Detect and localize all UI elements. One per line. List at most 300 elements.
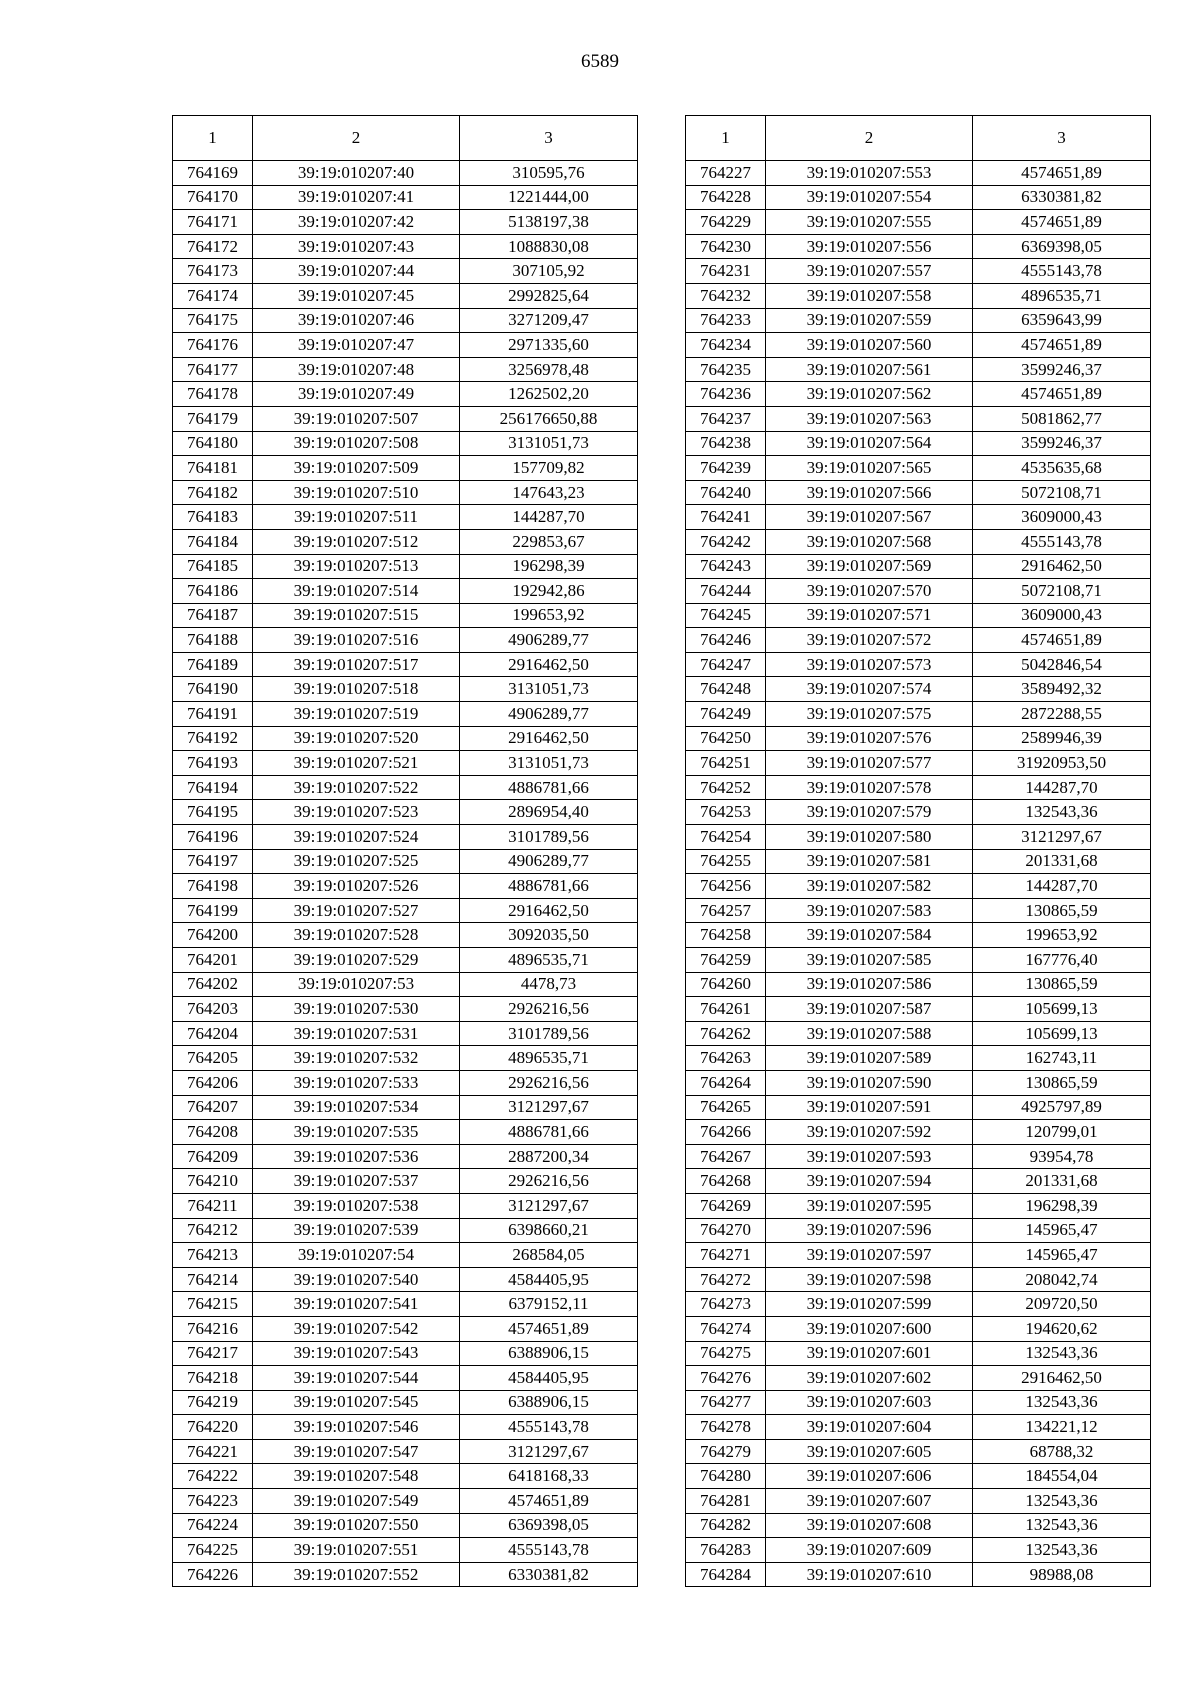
row-number-cell: 764205	[173, 1046, 253, 1071]
value-cell: 132543,36	[973, 1538, 1151, 1563]
value-cell: 4584405,95	[460, 1267, 638, 1292]
cadastral-number-cell: 39:19:010207:599	[766, 1292, 973, 1317]
row-number-cell: 764282	[686, 1513, 766, 1538]
table-row	[173, 1390, 638, 1415]
row-number-cell: 764278	[686, 1415, 766, 1440]
table-row	[173, 406, 638, 431]
table-row	[173, 1341, 638, 1366]
cadastral-number-cell: 39:19:010207:519	[253, 702, 460, 727]
table-row	[173, 775, 638, 800]
value-cell: 4584405,95	[460, 1366, 638, 1391]
table-row	[173, 1243, 638, 1268]
value-cell: 4555143,78	[973, 259, 1151, 284]
value-cell: 310595,76	[460, 161, 638, 186]
value-cell: 3092035,50	[460, 923, 638, 948]
value-cell: 4886781,66	[460, 874, 638, 899]
cadastral-number-cell: 39:19:010207:583	[766, 898, 973, 923]
row-number-cell: 764256	[686, 874, 766, 899]
value-cell: 3589492,32	[973, 677, 1151, 702]
value-cell: 4555143,78	[973, 529, 1151, 554]
table-row	[686, 628, 1151, 653]
cadastral-number-cell: 39:19:010207:604	[766, 1415, 973, 1440]
value-cell: 157709,82	[460, 456, 638, 481]
row-number-cell: 764187	[173, 603, 253, 628]
row-number-cell: 764265	[686, 1095, 766, 1120]
value-cell: 132543,36	[973, 1513, 1151, 1538]
cadastral-number-cell: 39:19:010207:523	[253, 800, 460, 825]
table-row	[173, 1021, 638, 1046]
value-cell: 209720,50	[973, 1292, 1151, 1317]
table-row	[686, 1464, 1151, 1489]
table-row	[686, 1169, 1151, 1194]
value-cell: 4574651,89	[973, 382, 1151, 407]
table-body	[686, 161, 1151, 1587]
row-number-cell: 764216	[173, 1316, 253, 1341]
table-row	[686, 677, 1151, 702]
table-row	[173, 1193, 638, 1218]
row-number-cell: 764250	[686, 726, 766, 751]
value-cell: 2589946,39	[973, 726, 1151, 751]
row-number-cell: 764177	[173, 357, 253, 382]
row-number-cell: 764235	[686, 357, 766, 382]
table-row	[173, 1316, 638, 1341]
value-cell: 6330381,82	[973, 185, 1151, 210]
table-row	[686, 1538, 1151, 1563]
cadastral-number-cell: 39:19:010207:561	[766, 357, 973, 382]
row-number-cell: 764281	[686, 1489, 766, 1514]
row-number-cell: 764192	[173, 726, 253, 751]
table-row	[686, 1070, 1151, 1095]
value-cell: 3121297,67	[460, 1095, 638, 1120]
cadastral-number-cell: 39:19:010207:589	[766, 1046, 973, 1071]
cadastral-number-cell: 39:19:010207:514	[253, 579, 460, 604]
row-number-cell: 764201	[173, 948, 253, 973]
value-cell: 6418168,33	[460, 1464, 638, 1489]
row-number-cell: 764242	[686, 529, 766, 554]
row-number-cell: 764262	[686, 1021, 766, 1046]
value-cell: 4906289,77	[460, 628, 638, 653]
value-cell: 1262502,20	[460, 382, 638, 407]
value-cell: 4896535,71	[460, 1046, 638, 1071]
cadastral-number-cell: 39:19:010207:554	[766, 185, 973, 210]
value-cell: 144287,70	[973, 874, 1151, 899]
table-row	[173, 1267, 638, 1292]
table-body	[173, 161, 638, 1587]
table-row	[173, 161, 638, 186]
cadastral-number-cell: 39:19:010207:579	[766, 800, 973, 825]
row-number-cell: 764182	[173, 480, 253, 505]
row-number-cell: 764240	[686, 480, 766, 505]
value-cell: 2916462,50	[460, 726, 638, 751]
row-number-cell: 764263	[686, 1046, 766, 1071]
cadastral-number-cell: 39:19:010207:597	[766, 1243, 973, 1268]
value-cell: 196298,39	[460, 554, 638, 579]
table-row	[173, 1120, 638, 1145]
cadastral-number-cell: 39:19:010207:48	[253, 357, 460, 382]
value-cell: 6369398,05	[460, 1513, 638, 1538]
row-number-cell: 764199	[173, 898, 253, 923]
value-cell: 4574651,89	[973, 333, 1151, 358]
cadastral-number-cell: 39:19:010207:45	[253, 283, 460, 308]
row-number-cell: 764267	[686, 1144, 766, 1169]
value-cell: 31920953,50	[973, 751, 1151, 776]
cadastral-number-cell: 39:19:010207:605	[766, 1439, 973, 1464]
table-row	[173, 1513, 638, 1538]
cadastral-number-cell: 39:19:010207:603	[766, 1390, 973, 1415]
cadastral-number-cell: 39:19:010207:575	[766, 702, 973, 727]
value-cell: 68788,32	[973, 1439, 1151, 1464]
table-row	[686, 529, 1151, 554]
value-cell: 4574651,89	[973, 628, 1151, 653]
cadastral-number-cell: 39:19:010207:524	[253, 825, 460, 850]
row-number-cell: 764283	[686, 1538, 766, 1563]
row-number-cell: 764268	[686, 1169, 766, 1194]
row-number-cell: 764218	[173, 1366, 253, 1391]
table-row	[173, 726, 638, 751]
cadastral-number-cell: 39:19:010207:557	[766, 259, 973, 284]
value-cell: 145965,47	[973, 1218, 1151, 1243]
table-row	[173, 431, 638, 456]
table-row	[173, 505, 638, 530]
row-number-cell: 764170	[173, 185, 253, 210]
table-row	[686, 1267, 1151, 1292]
value-cell: 162743,11	[973, 1046, 1151, 1071]
cadastral-number-cell: 39:19:010207:549	[253, 1489, 460, 1514]
table-row	[686, 825, 1151, 850]
row-number-cell: 764221	[173, 1439, 253, 1464]
value-cell: 192942,86	[460, 579, 638, 604]
cadastral-number-cell: 39:19:010207:598	[766, 1267, 973, 1292]
row-number-cell: 764215	[173, 1292, 253, 1317]
table-row	[686, 185, 1151, 210]
cadastral-number-cell: 39:19:010207:600	[766, 1316, 973, 1341]
cadastral-number-cell: 39:19:010207:46	[253, 308, 460, 333]
value-cell: 4925797,89	[973, 1095, 1151, 1120]
table-row	[173, 948, 638, 973]
table-row	[173, 1046, 638, 1071]
table-row	[173, 185, 638, 210]
cadastral-number-cell: 39:19:010207:543	[253, 1341, 460, 1366]
row-number-cell: 764207	[173, 1095, 253, 1120]
row-number-cell: 764200	[173, 923, 253, 948]
row-number-cell: 764179	[173, 406, 253, 431]
cadastral-number-cell: 39:19:010207:54	[253, 1243, 460, 1268]
value-cell: 6398660,21	[460, 1218, 638, 1243]
cadastral-number-cell: 39:19:010207:40	[253, 161, 460, 186]
cadastral-number-cell: 39:19:010207:522	[253, 775, 460, 800]
table-row	[173, 1292, 638, 1317]
cadastral-number-cell: 39:19:010207:591	[766, 1095, 973, 1120]
cadastral-number-cell: 39:19:010207:563	[766, 406, 973, 431]
row-number-cell: 764220	[173, 1415, 253, 1440]
row-number-cell: 764274	[686, 1316, 766, 1341]
table-row	[686, 603, 1151, 628]
table-row	[686, 1095, 1151, 1120]
cadastral-number-cell: 39:19:010207:608	[766, 1513, 973, 1538]
value-cell: 98988,08	[973, 1562, 1151, 1587]
table-row	[173, 1070, 638, 1095]
value-cell: 1088830,08	[460, 234, 638, 259]
row-number-cell: 764174	[173, 283, 253, 308]
row-number-cell: 764210	[173, 1169, 253, 1194]
cadastral-number-cell: 39:19:010207:547	[253, 1439, 460, 1464]
row-number-cell: 764173	[173, 259, 253, 284]
value-cell: 147643,23	[460, 480, 638, 505]
row-number-cell: 764232	[686, 283, 766, 308]
value-cell: 6388906,15	[460, 1341, 638, 1366]
row-number-cell: 764194	[173, 775, 253, 800]
cadastral-number-cell: 39:19:010207:577	[766, 751, 973, 776]
cadastral-number-cell: 39:19:010207:606	[766, 1464, 973, 1489]
value-cell: 6359643,99	[973, 308, 1151, 333]
row-number-cell: 764269	[686, 1193, 766, 1218]
row-number-cell: 764275	[686, 1341, 766, 1366]
value-cell: 6388906,15	[460, 1390, 638, 1415]
table-row	[686, 431, 1151, 456]
row-number-cell: 764214	[173, 1267, 253, 1292]
table-row	[686, 579, 1151, 604]
table-row	[686, 406, 1151, 431]
cadastral-number-cell: 39:19:010207:585	[766, 948, 973, 973]
value-cell: 3101789,56	[460, 825, 638, 850]
table-row	[173, 1538, 638, 1563]
row-number-cell: 764270	[686, 1218, 766, 1243]
column-header: 2	[766, 116, 973, 161]
value-cell: 5138197,38	[460, 210, 638, 235]
table-row	[173, 529, 638, 554]
value-cell: 4574651,89	[973, 210, 1151, 235]
row-number-cell: 764206	[173, 1070, 253, 1095]
table-row	[173, 1464, 638, 1489]
table-row	[173, 800, 638, 825]
table-row	[173, 923, 638, 948]
cadastral-number-cell: 39:19:010207:509	[253, 456, 460, 481]
value-cell: 2926216,56	[460, 997, 638, 1022]
cadastral-number-cell: 39:19:010207:562	[766, 382, 973, 407]
row-number-cell: 764190	[173, 677, 253, 702]
table-row	[686, 357, 1151, 382]
table-row	[173, 357, 638, 382]
row-number-cell: 764208	[173, 1120, 253, 1145]
table-row	[173, 677, 638, 702]
value-cell: 2916462,50	[973, 1366, 1151, 1391]
cadastral-number-cell: 39:19:010207:609	[766, 1538, 973, 1563]
value-cell: 93954,78	[973, 1144, 1151, 1169]
value-cell: 4478,73	[460, 972, 638, 997]
cadastral-number-cell: 39:19:010207:565	[766, 456, 973, 481]
table-row	[173, 554, 638, 579]
value-cell: 1221444,00	[460, 185, 638, 210]
value-cell: 130865,59	[973, 898, 1151, 923]
table-row	[686, 1243, 1151, 1268]
row-number-cell: 764226	[173, 1562, 253, 1587]
row-number-cell: 764253	[686, 800, 766, 825]
value-cell: 130865,59	[973, 972, 1151, 997]
table-row	[173, 898, 638, 923]
cadastral-number-cell: 39:19:010207:526	[253, 874, 460, 899]
table-row	[686, 1144, 1151, 1169]
value-cell: 105699,13	[973, 997, 1151, 1022]
table-row	[173, 283, 638, 308]
table-row	[173, 702, 638, 727]
table-row	[173, 456, 638, 481]
value-cell: 3609000,43	[973, 603, 1151, 628]
cadastral-number-cell: 39:19:010207:532	[253, 1046, 460, 1071]
cadastral-number-cell: 39:19:010207:540	[253, 1267, 460, 1292]
value-cell: 4574651,89	[973, 161, 1151, 186]
row-number-cell: 764264	[686, 1070, 766, 1095]
table-row	[173, 1169, 638, 1194]
cadastral-number-cell: 39:19:010207:569	[766, 554, 973, 579]
row-number-cell: 764271	[686, 1243, 766, 1268]
cadastral-number-cell: 39:19:010207:586	[766, 972, 973, 997]
table-row	[686, 923, 1151, 948]
cadastral-number-cell: 39:19:010207:571	[766, 603, 973, 628]
cadastral-number-cell: 39:19:010207:530	[253, 997, 460, 1022]
row-number-cell: 764225	[173, 1538, 253, 1563]
row-number-cell: 764171	[173, 210, 253, 235]
table-row	[686, 554, 1151, 579]
table-row	[173, 1366, 638, 1391]
row-number-cell: 764244	[686, 579, 766, 604]
value-cell: 4906289,77	[460, 702, 638, 727]
data-table-left	[172, 115, 638, 1587]
row-number-cell: 764180	[173, 431, 253, 456]
row-number-cell: 764191	[173, 702, 253, 727]
cadastral-number-cell: 39:19:010207:531	[253, 1021, 460, 1046]
row-number-cell: 764248	[686, 677, 766, 702]
value-cell: 3609000,43	[973, 505, 1151, 530]
table-row	[686, 997, 1151, 1022]
table-row	[173, 1489, 638, 1514]
cadastral-number-cell: 39:19:010207:590	[766, 1070, 973, 1095]
cadastral-number-cell: 39:19:010207:581	[766, 849, 973, 874]
value-cell: 2916462,50	[973, 554, 1151, 579]
row-number-cell: 764237	[686, 406, 766, 431]
data-table-right	[685, 115, 1151, 1587]
table-row	[173, 480, 638, 505]
cadastral-number-cell: 39:19:010207:43	[253, 234, 460, 259]
value-cell: 167776,40	[973, 948, 1151, 973]
row-number-cell: 764251	[686, 751, 766, 776]
table-row	[173, 1439, 638, 1464]
value-cell: 2992825,64	[460, 283, 638, 308]
table-row	[686, 1046, 1151, 1071]
cadastral-number-cell: 39:19:010207:541	[253, 1292, 460, 1317]
cadastral-number-cell: 39:19:010207:44	[253, 259, 460, 284]
value-cell: 4906289,77	[460, 849, 638, 874]
column-header: 2	[253, 116, 460, 161]
table-row	[686, 800, 1151, 825]
value-cell: 2971335,60	[460, 333, 638, 358]
row-number-cell: 764259	[686, 948, 766, 973]
cadastral-number-cell: 39:19:010207:548	[253, 1464, 460, 1489]
table-row	[173, 333, 638, 358]
value-cell: 145965,47	[973, 1243, 1151, 1268]
cadastral-number-cell: 39:19:010207:573	[766, 652, 973, 677]
value-cell: 3256978,48	[460, 357, 638, 382]
row-number-cell: 764261	[686, 997, 766, 1022]
table-row	[686, 1390, 1151, 1415]
cadastral-number-cell: 39:19:010207:539	[253, 1218, 460, 1243]
row-number-cell: 764254	[686, 825, 766, 850]
cadastral-number-cell: 39:19:010207:594	[766, 1169, 973, 1194]
table-row	[686, 972, 1151, 997]
cadastral-number-cell: 39:19:010207:558	[766, 283, 973, 308]
cadastral-number-cell: 39:19:010207:513	[253, 554, 460, 579]
value-cell: 4896535,71	[460, 948, 638, 973]
row-number-cell: 764284	[686, 1562, 766, 1587]
value-cell: 201331,68	[973, 1169, 1151, 1194]
row-number-cell: 764228	[686, 185, 766, 210]
table-row	[686, 505, 1151, 530]
value-cell: 229853,67	[460, 529, 638, 554]
table-row	[686, 333, 1151, 358]
value-cell: 105699,13	[973, 1021, 1151, 1046]
value-cell: 134221,12	[973, 1415, 1151, 1440]
table-row	[686, 480, 1151, 505]
table-row	[686, 1021, 1151, 1046]
cadastral-number-cell: 39:19:010207:576	[766, 726, 973, 751]
table-row	[686, 1193, 1151, 1218]
table-row	[173, 1415, 638, 1440]
value-cell: 2926216,56	[460, 1169, 638, 1194]
row-number-cell: 764209	[173, 1144, 253, 1169]
page-number: 6589	[581, 51, 619, 72]
table-row	[173, 874, 638, 899]
value-cell: 3121297,67	[460, 1193, 638, 1218]
row-number-cell: 764247	[686, 652, 766, 677]
cadastral-number-cell: 39:19:010207:518	[253, 677, 460, 702]
cadastral-number-cell: 39:19:010207:592	[766, 1120, 973, 1145]
value-cell: 4555143,78	[460, 1415, 638, 1440]
cadastral-number-cell: 39:19:010207:570	[766, 579, 973, 604]
row-number-cell: 764189	[173, 652, 253, 677]
value-cell: 3131051,73	[460, 677, 638, 702]
row-number-cell: 764241	[686, 505, 766, 530]
value-cell: 268584,05	[460, 1243, 638, 1268]
value-cell: 144287,70	[973, 775, 1151, 800]
value-cell: 5072108,71	[973, 579, 1151, 604]
cadastral-number-cell: 39:19:010207:515	[253, 603, 460, 628]
table-row	[173, 603, 638, 628]
cadastral-number-cell: 39:19:010207:610	[766, 1562, 973, 1587]
value-cell: 184554,04	[973, 1464, 1151, 1489]
cadastral-number-cell: 39:19:010207:528	[253, 923, 460, 948]
cadastral-number-cell: 39:19:010207:544	[253, 1366, 460, 1391]
value-cell: 4574651,89	[460, 1316, 638, 1341]
cadastral-number-cell: 39:19:010207:507	[253, 406, 460, 431]
value-cell: 2887200,34	[460, 1144, 638, 1169]
row-number-cell: 764243	[686, 554, 766, 579]
cadastral-number-cell: 39:19:010207:555	[766, 210, 973, 235]
table-row	[686, 702, 1151, 727]
row-number-cell: 764224	[173, 1513, 253, 1538]
table-row	[173, 1095, 638, 1120]
row-number-cell: 764188	[173, 628, 253, 653]
table-row	[686, 1415, 1151, 1440]
row-number-cell: 764222	[173, 1464, 253, 1489]
cadastral-number-cell: 39:19:010207:567	[766, 505, 973, 530]
table-row	[686, 308, 1151, 333]
column-header: 3	[973, 116, 1151, 161]
table-row	[686, 283, 1151, 308]
table-row	[686, 1562, 1151, 1587]
table-row	[686, 849, 1151, 874]
value-cell: 3599246,37	[973, 357, 1151, 382]
cadastral-number-cell: 39:19:010207:587	[766, 997, 973, 1022]
table-row	[173, 234, 638, 259]
